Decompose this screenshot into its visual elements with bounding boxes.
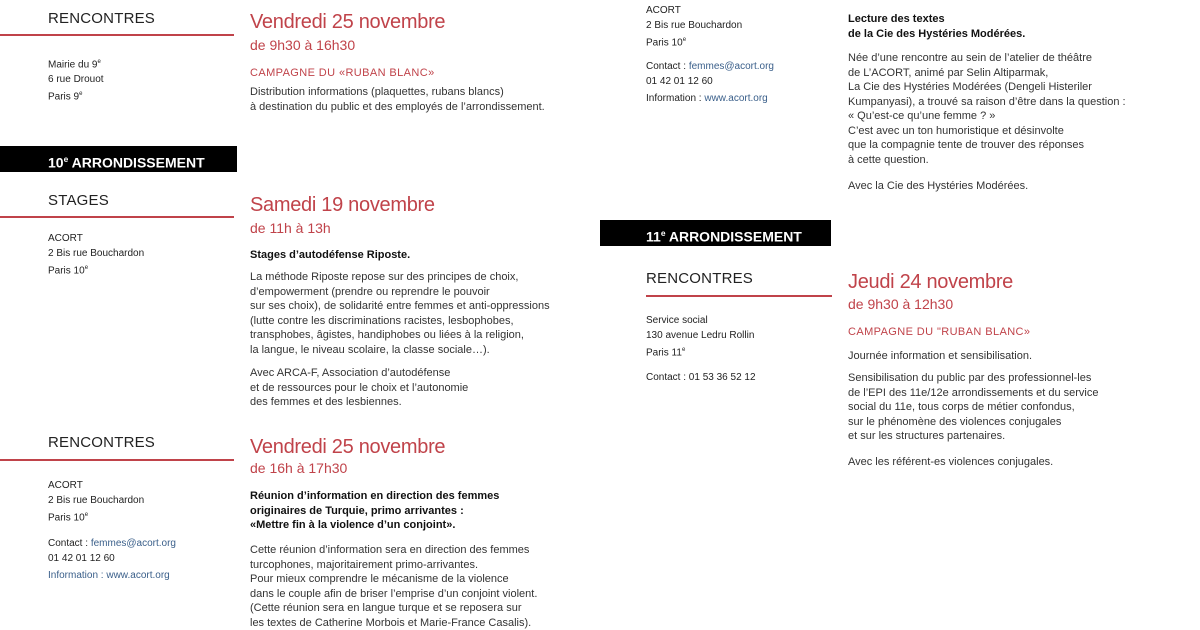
category-stages: STAGES bbox=[48, 192, 109, 209]
contact-block: Contact : femmes@acort.org 01 42 01 12 60 bbox=[48, 538, 176, 564]
event-date: Vendredi 25 novembre bbox=[250, 11, 446, 33]
address-block: Mairie du 9e 6 rue Drouot Paris 9e bbox=[48, 59, 104, 103]
campaign-title: CAMPAGNE DU «RUBAN BLANC» bbox=[250, 67, 435, 79]
contact-phone: 01 42 01 12 60 bbox=[48, 553, 115, 564]
info-website-link[interactable]: www.acort.org bbox=[106, 570, 170, 581]
event-description: Née d’une rencontre au sein de l’atelier de théâtre de L’ACORT, animé par Selin Altiparmak, La Cie des Hystéries Modérées (Dengeli Histeriler Kumpanyasi), a trouvé sa raison d’être dans la question : « Qu’est-ce qu’une femme ? » C’est avec un ton humoristique et désinvolte que la compagnie tente de trouver des réponses à cette question. bbox=[848, 52, 1126, 166]
event-partner: Avec ARCA-F, Association d’autodéfense et de ressources pour le choix et l’autonomie des femmes et des lesbiennes. bbox=[250, 367, 469, 408]
event-title: Lecture des textes de la Cie des Hystéries Modérées. bbox=[848, 13, 1026, 40]
event-title: Réunion d’information en direction des femmes originaires de Turquie, primo arrivantes : «Mettre fin à la violence d’un conjoint». bbox=[250, 490, 500, 531]
event-date: Samedi 19 novembre bbox=[250, 194, 435, 216]
address-block: ACORT 2 Bis rue Bouchardon Paris 10e bbox=[48, 233, 145, 277]
event-time: de 9h30 à 12h30 bbox=[848, 296, 954, 312]
section-divider bbox=[0, 459, 234, 461]
category-rencontres-9: RENCONTRES bbox=[48, 10, 156, 27]
section-divider bbox=[0, 216, 234, 218]
address-block: ACORT 2 Bis rue Bouchardon Paris 10e bbox=[48, 480, 145, 524]
category-rencontres-11: RENCONTRES bbox=[646, 270, 754, 287]
arrondissement-band-11: 11e ARRONDISSEMENT bbox=[600, 220, 831, 246]
event-description: La méthode Riposte repose sur des principes de choix, d’empowerment (prendre ou reprendre le pouvoir sur ses choix), de solidarité entre femmes et anti-oppressions (lutte contre les discriminations racistes, lesbophobes, transphobes, âgistes, handiphobes ou liées à la religion, la langue, le niveau scolaire, la classe sociale…). bbox=[250, 271, 550, 356]
category-rencontres-10: RENCONTRES bbox=[48, 434, 156, 451]
contact-phone: 01 42 01 12 60 bbox=[646, 76, 713, 87]
contact-email-link[interactable]: femmes@acort.org bbox=[90, 538, 176, 549]
contact-phone: Contact : 01 53 36 52 12 bbox=[646, 372, 756, 383]
event-description: Distribution informations (plaquettes, rubans blancs) à destination du public et des employés de l’arrondissement. bbox=[250, 86, 545, 113]
info-block: Information : www.acort.org bbox=[646, 93, 768, 104]
info-website-link[interactable]: www.acort.org bbox=[704, 93, 768, 104]
address-block: Service social 130 avenue Ledru Rollin Paris 11e bbox=[646, 315, 755, 359]
contact-block: Contact : femmes@acort.org 01 42 01 12 60 bbox=[646, 61, 774, 87]
contact-email-link[interactable]: femmes@acort.org bbox=[688, 61, 774, 72]
event-date: Vendredi 25 novembre bbox=[250, 436, 446, 458]
event-time: de 16h à 17h30 bbox=[250, 460, 348, 476]
section-divider bbox=[646, 295, 832, 297]
event-time: de 11h à 13h bbox=[250, 220, 331, 236]
event-description: Cette réunion d’information sera en direction des femmes turcophones, majoritairement primo-arrivantes. Pour mieux comprendre le mécanisme de la violence dans le couple afin de briser l’emprise d’un conjoint violent. (Cette réunion sera en langue turque et se reposera sur les textes de Catherine Morbois et Marie-France Casalis). bbox=[250, 544, 538, 629]
section-divider bbox=[0, 34, 234, 36]
event-credit: Avec les référent-es violences conjugales. bbox=[848, 456, 1054, 468]
info-block: Information : www.acort.org bbox=[48, 570, 170, 581]
campaign-title: CAMPAGNE DU "RUBAN BLANC» bbox=[848, 326, 1031, 338]
event-intro: Journée information et sensibilisation. bbox=[848, 350, 1033, 362]
arrondissement-band-10: 10e ARRONDISSEMENT bbox=[0, 146, 237, 172]
event-title: Stages d’autodéfense Riposte. bbox=[250, 249, 411, 261]
address-block: ACORT 2 Bis rue Bouchardon Paris 10e bbox=[646, 5, 743, 49]
event-time: de 9h30 à 16h30 bbox=[250, 37, 356, 53]
event-description: Sensibilisation du public par des professionnel-les de l’EPI des 11e/12e arrondissements et du service social du 11e, tous corps de métier confondus, sur le phénomène des violences conjugales et sur les structures partenaires. bbox=[848, 372, 1099, 442]
event-date: Jeudi 24 novembre bbox=[848, 271, 1014, 293]
event-credit: Avec la Cie des Hystéries Modérées. bbox=[848, 180, 1029, 192]
